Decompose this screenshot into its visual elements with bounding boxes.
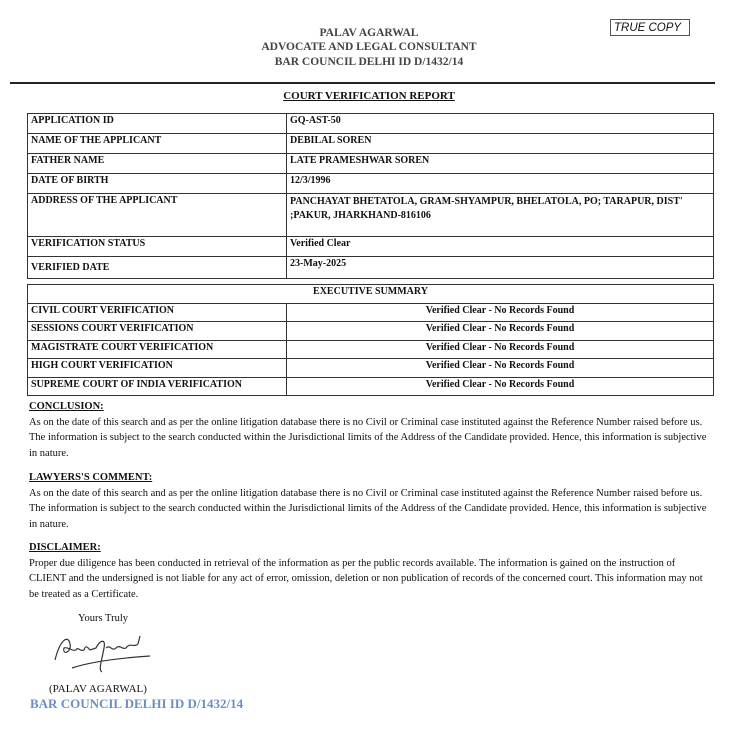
- row-value: DEBILAL SOREN: [287, 134, 714, 154]
- row-value: Verified Clear - No Records Found: [287, 303, 714, 322]
- row-value: Verified Clear - No Records Found: [287, 322, 714, 341]
- lawyers-comment-section: [29, 470, 714, 532]
- row-label: NAME OF THE APPLICANT: [28, 134, 287, 154]
- disclaimer-section: [29, 540, 714, 602]
- row-value: 12/3/1996: [287, 174, 714, 194]
- letterhead-name: PALAV AGARWAL: [319, 27, 419, 39]
- row-label: VERIFIED DATE: [28, 257, 287, 279]
- row-label: FATHER NAME: [28, 154, 287, 174]
- disclaimer-heading: DISCLAIMER:: [29, 542, 101, 553]
- conclusion-section: [29, 399, 714, 461]
- summary-heading-row: [28, 285, 714, 304]
- row-label: SUPREME COURT OF INDIA VERIFICATION: [28, 377, 287, 396]
- signatory-bar-id: BAR COUNCIL DELHI ID D/1432/14: [30, 696, 244, 711]
- table-row: [28, 114, 714, 134]
- table-row: [28, 359, 714, 378]
- table-row: [28, 154, 714, 174]
- letterhead-designation: ADVOCATE AND LEGAL CONSULTANT: [261, 41, 477, 53]
- conclusion-heading: CONCLUSION:: [29, 401, 104, 412]
- comment-text: As on the date of this search and as per the online litigation database there is no Civil or Criminal case instituted against the Reference Number raised before us. The information is subject to the search conducted within the Jurisdictional limits of the Address of the Candidate provided. Hence, this information is subjective in nature.: [29, 487, 707, 530]
- table-row: [28, 322, 714, 341]
- row-value: PANCHAYAT BHETATOLA, GRAM-SHYAMPUR, BHELATOLA, PO; TARAPUR, DIST' ;PAKUR, JHARKHAND-816106: [287, 194, 714, 237]
- row-label: APPLICATION ID: [28, 114, 287, 134]
- row-value: LATE PRAMESHWAR SOREN: [287, 154, 714, 174]
- row-value: Verified Clear - No Records Found: [287, 377, 714, 396]
- row-value: Verified Clear - No Records Found: [287, 359, 714, 378]
- header-divider: [10, 82, 715, 84]
- signature-image: [50, 630, 160, 682]
- row-label: VERIFICATION STATUS: [28, 237, 287, 257]
- comment-heading: LAWYERS'S COMMENT:: [29, 472, 153, 483]
- row-label: DATE OF BIRTH: [28, 174, 287, 194]
- executive-summary-table: [27, 284, 714, 396]
- row-value: GQ-AST-50: [287, 114, 714, 134]
- applicant-details-table: [27, 113, 714, 279]
- signatory-name: (PALAV AGARWAL): [49, 683, 147, 695]
- letterhead-bar-id: BAR COUNCIL DELHI ID D/1432/14: [274, 56, 464, 68]
- summary-heading: EXECUTIVE SUMMARY: [28, 285, 714, 304]
- table-row: [28, 174, 714, 194]
- row-value: 23-May-2025: [287, 257, 714, 279]
- row-label: SESSIONS COURT VERIFICATION: [28, 322, 287, 341]
- row-label: HIGH COURT VERIFICATION: [28, 359, 287, 378]
- table-row: [28, 134, 714, 154]
- closing-salutation: Yours Truly: [78, 613, 129, 624]
- row-label: ADDRESS OF THE APPLICANT: [28, 194, 287, 237]
- row-label: CIVIL COURT VERIFICATION: [28, 303, 287, 322]
- table-row: [28, 237, 714, 257]
- table-row: [28, 303, 714, 322]
- true-copy-stamp: TRUE COPY: [610, 19, 690, 36]
- conclusion-text: As on the date of this search and as per the online litigation database there is no Civil or Criminal case instituted against the Reference Number raised before us. The information is subject to the search conducted within the Jurisdictional limits of the Address of the Candidate provided. Hence, this information is subjective in nature.: [29, 416, 707, 459]
- disclaimer-text: Proper due diligence has been conducted in retrieval of the information as per the public records available. The information is gained on the instruction of CLIENT and the undersigned is not liable for any act of error, omission, deletion or non publication of records of the concerned court. This information may not be treated as a Certificate.: [29, 557, 703, 600]
- table-row: [28, 340, 714, 359]
- row-value: Verified Clear: [287, 237, 714, 257]
- row-label: MAGISTRATE COURT VERIFICATION: [28, 340, 287, 359]
- report-title: COURT VERIFICATION REPORT: [283, 90, 455, 102]
- table-row: [28, 257, 714, 279]
- table-row: [28, 377, 714, 396]
- table-row: [28, 194, 714, 237]
- row-value: Verified Clear - No Records Found: [287, 340, 714, 359]
